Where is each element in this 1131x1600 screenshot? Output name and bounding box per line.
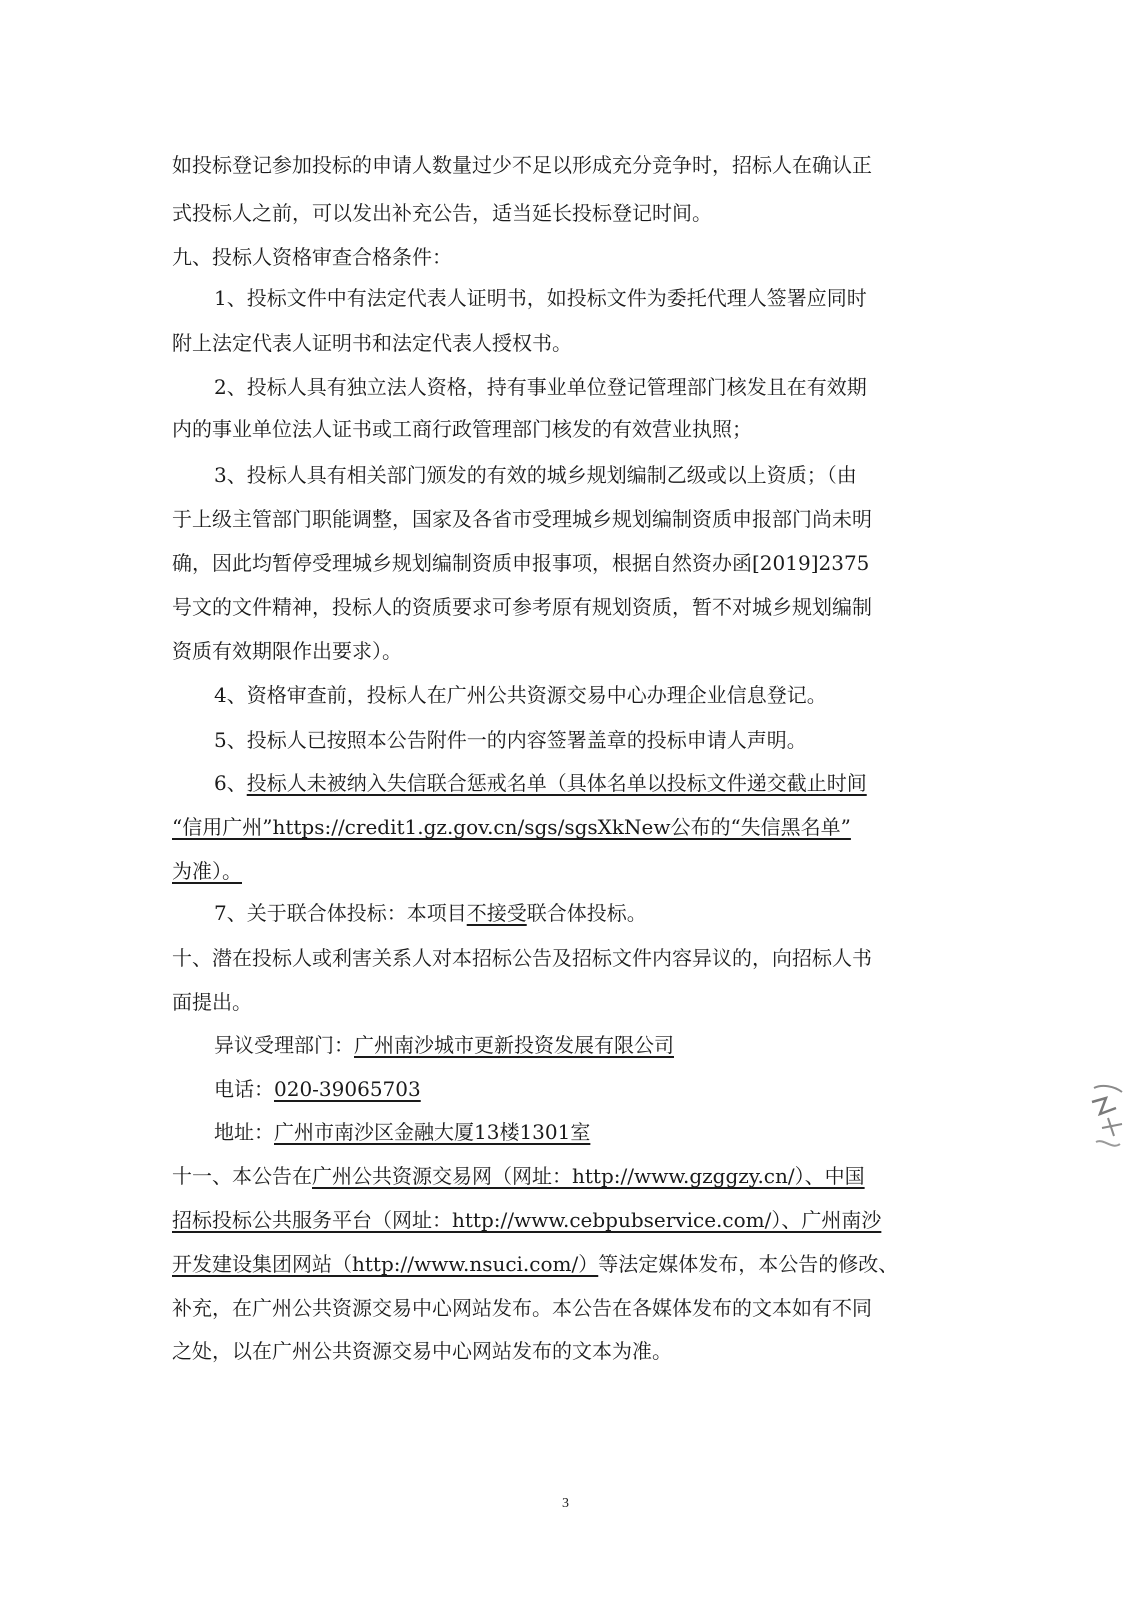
- underlined-text: 为准）。: [172, 859, 242, 883]
- underlined-text: 不接受: [466, 901, 527, 925]
- text-line: [172, 1249, 1131, 1279]
- text-segment: 内的事业单位法人证书或工商行政管理部门核发的有效营业执照；: [172, 417, 752, 441]
- text-segment: 补充，在广州公共资源交易中心网站发布。本公告在各媒体发布的文本如有不同: [172, 1296, 872, 1320]
- text-line: [172, 548, 1131, 578]
- underlined-text: “信用广州”https://credit1.gz.gov.cn/sgs/sgsXkNew公布的“失信黑名单”: [172, 815, 851, 839]
- text-segment: 6、: [214, 771, 247, 795]
- underlined-text: 020-39065703: [274, 1077, 421, 1101]
- text-line: [214, 460, 1131, 490]
- text-segment: 异议受理部门：: [214, 1033, 354, 1057]
- text-segment: 地址：: [214, 1120, 274, 1144]
- text-segment: 之处，以在广州公共资源交易中心网站发布的文本为准。: [172, 1339, 672, 1363]
- text-line: [172, 592, 1131, 622]
- text-line: [214, 725, 1131, 755]
- text-line: [172, 198, 1131, 228]
- text-line: [172, 150, 1131, 180]
- underlined-text: 广州南沙城市更新投资发展有限公司: [354, 1033, 674, 1057]
- text-line: [172, 1293, 1131, 1323]
- page-number: 3: [562, 1496, 569, 1511]
- text-line: [214, 768, 1131, 798]
- underlined-text: 广州公共资源交易网（网址：http://www.gzggzy.cn/）、中国: [312, 1164, 865, 1188]
- text-segment: 如投标登记参加投标的申请人数量过少不足以形成充分竞争时，招标人在确认正: [172, 153, 872, 177]
- text-segment: 式投标人之前，可以发出补充公告，适当延长投标登记时间。: [172, 201, 712, 225]
- underlined-text: 招标投标公共服务平台（网址：http://www.cebpubservice.com/）、广州南沙: [172, 1208, 882, 1232]
- text-line: [172, 987, 1131, 1017]
- text-line: [172, 242, 1131, 272]
- text-line: [172, 812, 1131, 842]
- text-line: [172, 856, 1131, 886]
- text-line: [214, 1117, 1131, 1147]
- text-line: [172, 943, 1131, 973]
- text-segment: 附上法定代表人证明书和法定代表人授权书。: [172, 331, 572, 355]
- underlined-text: 广州市南沙区金融大厦13楼1301室: [274, 1120, 591, 1144]
- underlined-text: 投标人未被纳入失信联合惩戒名单（具体名单以投标文件递交截止时间: [246, 771, 867, 795]
- text-line: [214, 283, 1131, 313]
- text-segment: 面提出。: [172, 990, 252, 1014]
- text-segment: 7、关于联合体投标：本项目: [214, 901, 467, 925]
- text-line: [172, 1205, 1131, 1235]
- text-segment: 九、投标人资格审查合格条件：: [172, 245, 452, 269]
- text-line: [172, 328, 1131, 358]
- text-line: [214, 898, 1131, 928]
- underlined-text: 开发建设集团网站（http://www.nsuci.com/）: [172, 1252, 599, 1276]
- text-segment: 十一、本公告在: [172, 1164, 312, 1188]
- text-segment: 1、投标文件中有法定代表人证明书，如投标文件为委托代理人签署应同时: [214, 286, 867, 310]
- text-segment: 4、资格审查前，投标人在广州公共资源交易中心办理企业信息登记。: [214, 683, 827, 707]
- text-segment: 2、投标人具有独立法人资格，持有事业单位登记管理部门核发且在有效期: [214, 375, 867, 399]
- text-line: [172, 504, 1131, 534]
- text-segment: 等法定媒体发布，本公告的修改、: [598, 1252, 899, 1276]
- seal-stamp-fragment: [1088, 1080, 1128, 1160]
- text-segment: 3、投标人具有相关部门颁发的有效的城乡规划编制乙级或以上资质；（由: [214, 463, 857, 487]
- text-line: [172, 636, 1131, 666]
- text-segment: 联合体投标。: [526, 901, 647, 925]
- text-line: [172, 414, 1131, 444]
- text-segment: 于上级主管部门职能调整，国家及各省市受理城乡规划编制资质申报部门尚未明: [172, 507, 872, 531]
- text-line: [214, 1074, 1131, 1104]
- text-segment: 号文的文件精神，投标人的资质要求可参考原有规划资质，暂不对城乡规划编制: [172, 595, 872, 619]
- text-segment: 资质有效期限作出要求）。: [172, 639, 402, 663]
- text-line: [214, 372, 1131, 402]
- text-segment: 5、投标人已按照本公告附件一的内容签署盖章的投标申请人声明。: [214, 728, 807, 752]
- text-line: [214, 1030, 1131, 1060]
- text-line: [172, 1336, 1131, 1366]
- text-segment: 电话：: [214, 1077, 274, 1101]
- text-segment: 十、潜在投标人或利害关系人对本招标公告及招标文件内容异议的，向招标人书: [172, 946, 872, 970]
- text-line: [172, 1161, 1131, 1191]
- text-segment: 确，因此均暂停受理城乡规划编制资质申报事项，根据自然资办函[2019]2375: [172, 551, 870, 575]
- text-line: [214, 680, 1131, 710]
